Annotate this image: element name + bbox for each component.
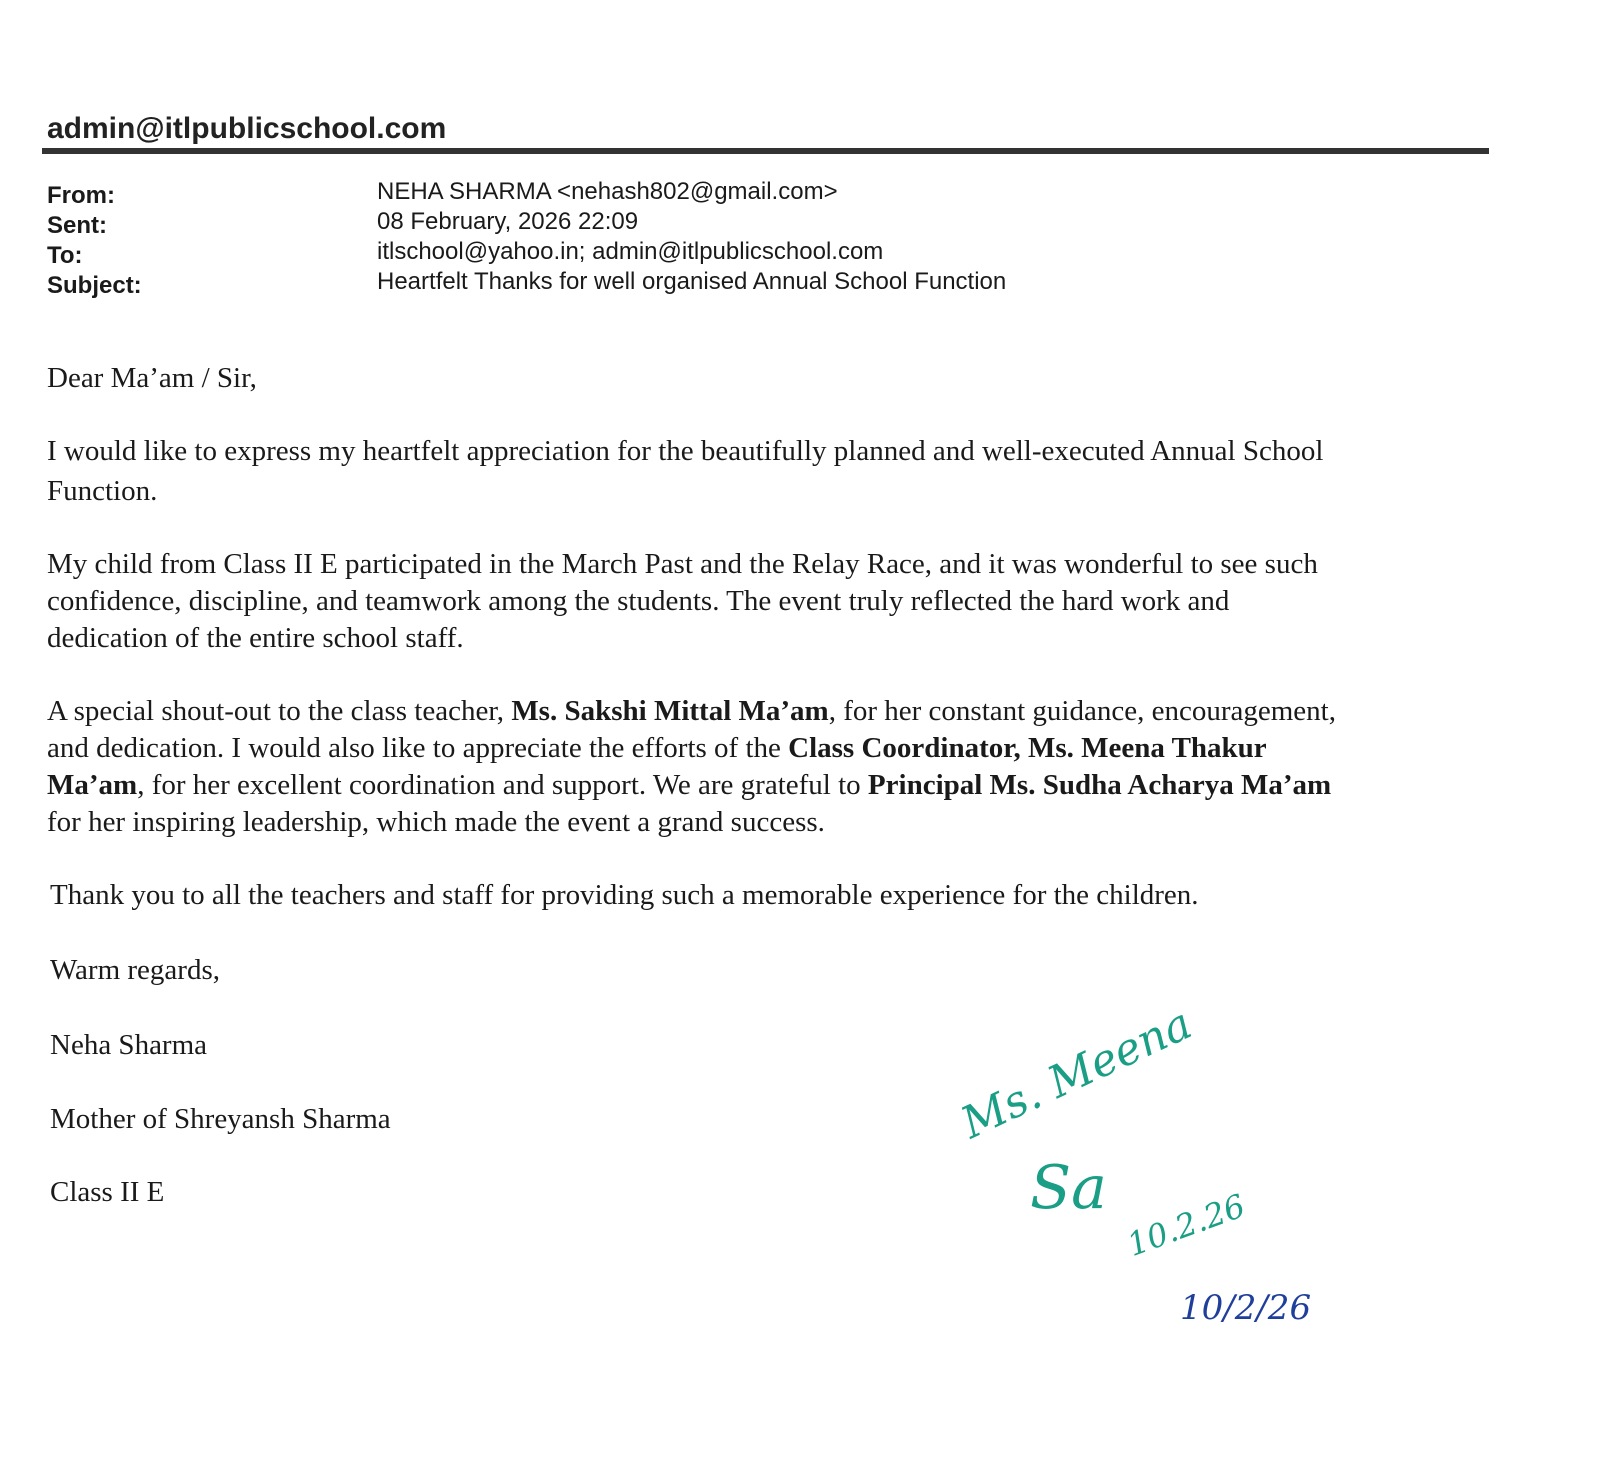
sender-relation: Mother of Shreyansh Sharma xyxy=(50,1103,391,1135)
paragraph-2-line: My child from Class II E participated in the March Past and the Relay Race, and it was wonderful to see such xyxy=(47,548,1318,580)
from-value: NEHA SHARMA <nehash802@gmail.com> xyxy=(377,178,838,205)
principal-name: Principal Ms. Sudha Acharya Ma’am xyxy=(867,769,1332,801)
paragraph-1-line: Function. xyxy=(47,475,158,507)
greeting: Dear Ma’am / Sir, xyxy=(47,362,257,394)
header-rule xyxy=(42,148,1489,154)
paragraph-3-line: for her inspiring leadership, which made the event a grand success. xyxy=(47,806,825,838)
sender-class: Class II E xyxy=(50,1176,165,1208)
from-label: From: xyxy=(47,182,115,209)
paragraph-2-line: dedication of the entire school staff. xyxy=(47,622,464,654)
handwritten-date-blue: 10/2/26 xyxy=(1180,1288,1312,1328)
paragraph-1-line: I would like to express my heartfelt appreciation for the beautifully planned and well-executed Annual School xyxy=(47,435,1324,467)
mailbox-title: admin@itlpublicschool.com xyxy=(47,112,447,145)
sent-label: Sent: xyxy=(47,212,107,239)
handwritten-note: Ms. Meena xyxy=(953,998,1200,1149)
text: and dedication. I would also like to appreciate the efforts of the xyxy=(47,732,789,764)
paragraph-4: Thank you to all the teachers and staff for providing such a memorable experience for the children. xyxy=(50,879,1199,911)
handwritten-date-green: 10.2.26 xyxy=(1122,1186,1251,1264)
paragraph-3-line xyxy=(47,732,1267,765)
text: , for her excellent coordination and support. We are grateful to xyxy=(137,769,868,801)
text: A special shout-out to the class teacher, xyxy=(47,695,512,727)
sender-name: Neha Sharma xyxy=(50,1029,208,1061)
coordinator-name-cont: Ma’am xyxy=(47,769,138,801)
subject-label: Subject: xyxy=(47,272,142,299)
paragraph-3-line xyxy=(47,769,1331,802)
paragraph-2-line: confidence, discipline, and teamwork among the students. The event truly reflected the hard work and xyxy=(47,585,1230,617)
text: , for her constant guidance, encouragement, xyxy=(828,695,1336,727)
to-label: To: xyxy=(47,242,83,269)
to-value: itlschool@yahoo.in; admin@itlpublicschool.com xyxy=(377,238,884,265)
closing: Warm regards, xyxy=(50,954,220,986)
paragraph-3-line xyxy=(47,695,1336,728)
class-teacher-name: Ms. Sakshi Mittal Ma’am xyxy=(511,695,829,727)
coordinator-name: Class Coordinator, Ms. Meena Thakur xyxy=(788,732,1267,764)
subject-value: Heartfelt Thanks for well organised Annual School Function xyxy=(377,268,1007,295)
sent-value: 08 February, 2026 22:09 xyxy=(377,208,639,235)
handwritten-initials: Sa xyxy=(1030,1153,1107,1223)
